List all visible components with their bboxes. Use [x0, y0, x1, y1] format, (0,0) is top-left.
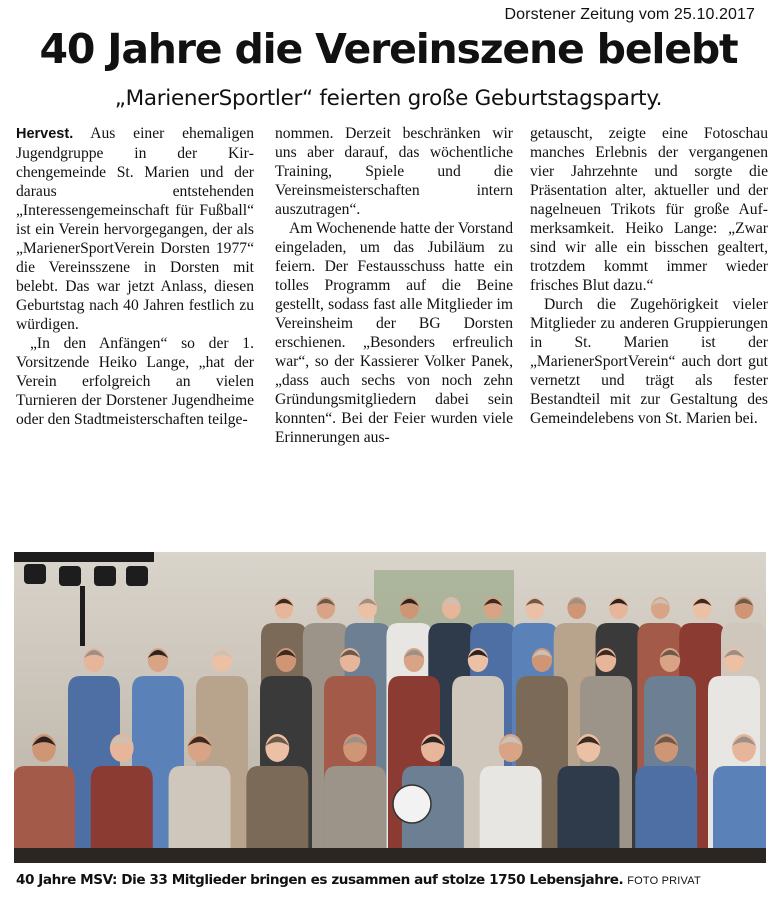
dateline: Hervest.	[16, 126, 74, 142]
headline: 40 Jahre die Vereinszene belebt	[39, 25, 738, 73]
article-column-1	[16, 124, 254, 429]
article-paragraph: getauscht, zeigte eine Fotoschau manches Erlebnis der vergangenen vier Jahrzehnte und sorgte die Präsentation alter, aktueller und der nagelneuen Trikots für große Aufmerksamkeit. Heiko Lange: „Zwar sind wir alle ein bisschen gealtert, trotzdem kommt immer wieder frisches Blut dazu.“	[530, 125, 768, 294]
article-column-3	[530, 124, 768, 428]
article-paragraph: Durch die Zugehörigkeit vieler Mitglieder zu anderen Gruppierungen in St. Marien ist der „MarienerSportVerein“ auch dort gut vernetzt und trägt als fester Bestandteil mit zur Gestaltung des Gemeindelebens von St. Marien bei.	[530, 296, 768, 427]
subheadline: „MarienerSportler“ feierten große Geburtstagsparty.	[114, 86, 663, 111]
article-paragraph: Am Wochenende hatte der Vorstand eingeladen, um das Jubiläum zu feiern. Der Festausschuss hatte ein tolles Programm auf die Beine gestellt, sodass fast alle Mitglieder im Vereinsheim der BG Dorsten erschienen. „Besonders erfreulich war“, so der Kassierer Volker Panek, „dass auch sechs von noch zehn Gründungsmitgliedern dabei sein konnten“. Bei der Feier wurden viele Erinnerungen aus-	[275, 220, 513, 446]
article-paragraph: nommen. Derzeit beschränken wir uns aber darauf, das wöchentliche Training, Spiele und die Vereinsmeisterschaften intern auszutragen“.	[275, 125, 513, 218]
article-paragraph: „In den Anfängen“ so der 1. Vorsitzende Heiko Lange, „hat der Verein erfolgreich an vielen Turnieren der Dorstener Jugendheime oder den Stadtmeisterschaften teilge-	[16, 335, 254, 428]
group-photo	[14, 552, 766, 863]
article-column-2	[275, 124, 513, 447]
photo-credit: FOTO PRIVAT	[627, 875, 701, 887]
group-photo-illustration	[14, 552, 766, 863]
article-body	[16, 124, 768, 540]
paragraph-text: Aus einer ehemaligen Jugendgruppe in der Kirchengemeinde St. Marien und der daraus entstehenden „Interessengemeinschaft für Fußball“ ist ein Verein hervorgegangen, der als „MarienerSportVerein Dorsten 1977“ die Vereinsszene in Dorsten mit belebt. Das war jetzt Anlass, diesen Geburtstag nach 40 Jahren festlich zu würdigen.	[16, 125, 254, 333]
football	[393, 785, 431, 823]
source-line: Dorstener Zeitung vom 25.10.2017	[504, 6, 755, 23]
caption-text: 40 Jahre MSV: Die 33 Mitglieder bringen es zusammen auf stolze 1750 Lebensjahre.	[16, 872, 624, 888]
photo-caption	[16, 872, 768, 888]
article-paragraph	[16, 124, 254, 334]
